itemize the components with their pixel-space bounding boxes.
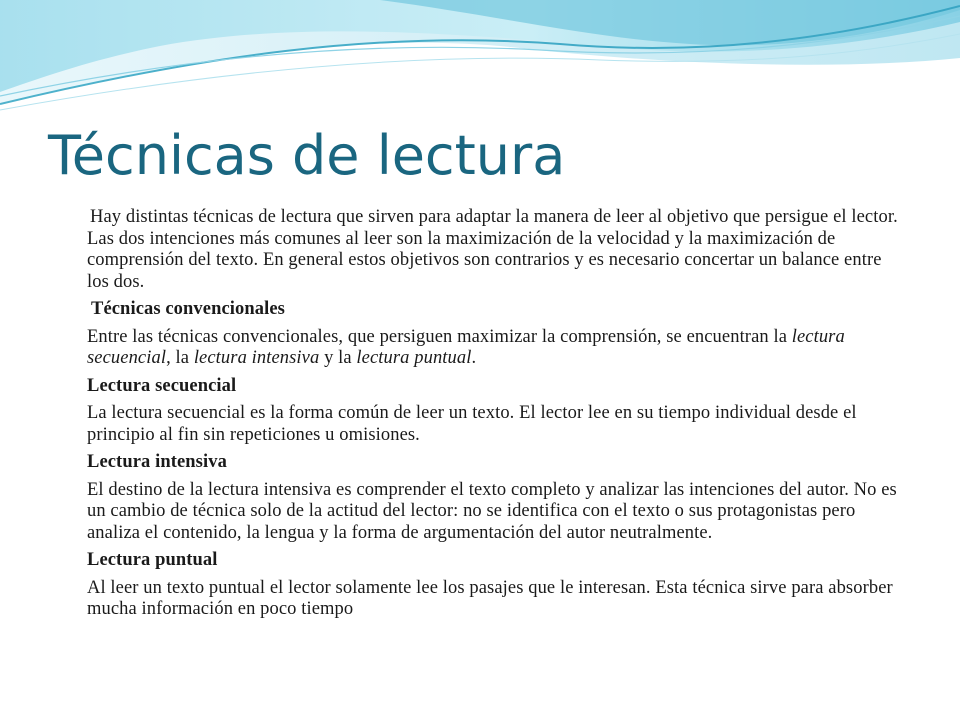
term-lectura-secuencial: lectura secuencial [87, 326, 845, 368]
convencionales-separator-2: y la [319, 348, 357, 368]
slide-title: Técnicas de lectura [48, 124, 566, 187]
header-wave-decoration [0, 0, 960, 130]
convencionales-separator-1: , la [166, 348, 194, 368]
paragraph-tecnicas-convencionales [87, 327, 907, 370]
heading-lectura-puntual: Lectura puntual [87, 550, 218, 570]
heading-lectura-secuencial: Lectura secuencial [87, 375, 237, 396]
term-lectura-puntual: lectura puntual [356, 348, 472, 368]
term-lectura-intensiva: lectura intensiva [193, 348, 320, 368]
heading-tecnicas-convencionales: Técnicas convencionales [91, 299, 285, 319]
heading-lectura-intensiva: Lectura intensiva [87, 452, 227, 472]
intro-paragraph: Hay distintas técnicas de lectura que sirven para adaptar la manera de leer al objetivo que persigue el lector. Las dos intenciones más comunes al leer son la maximización de la velocidad y la maximización de comprensión del texto. En general estos objetivos son contrarios y es necesario concertar un balance entre los dos. [87, 207, 898, 292]
paragraph-lectura-secuencial: La lectura secuencial es la forma común de leer un texto. El lector lee en su tiempo individual desde el principio al fin sin repeticiones u omisiones. [87, 403, 857, 445]
convencionales-text-after: . [471, 348, 477, 368]
paragraph-lectura-puntual: Al leer un texto puntual el lector solamente lee los pasajes que le interesan. Esta técnica sirve para absorber mucha información en poco tiempo [87, 577, 893, 619]
convencionales-text-before: Entre las técnicas convencionales, que persiguen maximizar la comprensión, se encuentran la [87, 326, 792, 347]
slide-body [87, 207, 907, 627]
paragraph-lectura-intensiva: El destino de la lectura intensiva es comprender el texto completo y analizar las intenciones del autor. No es un cambio de técnica solo de la actitud del lector: no se identifica con el texto o sus protagonistas pero analiza el contenido, la lengua y la forma de argumentación del autor neutralmente. [87, 479, 897, 543]
